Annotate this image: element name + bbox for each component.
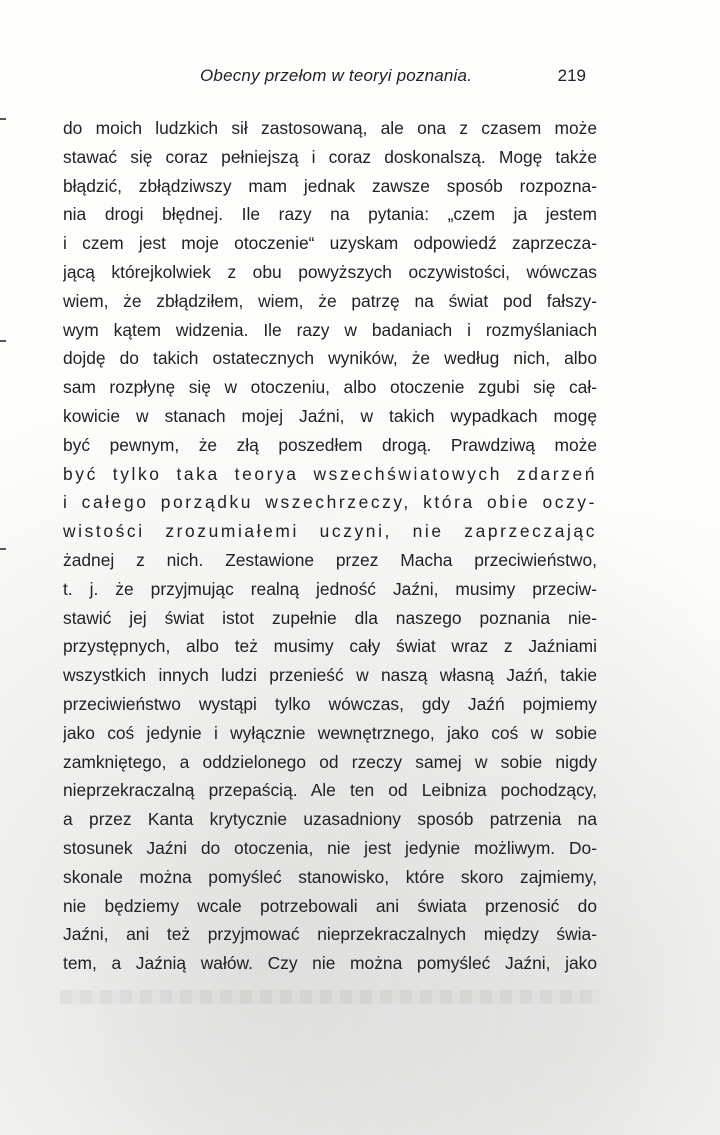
text-line: nia drogi błędnej. Ile razy na pytania: „czem ja jestem xyxy=(63,204,597,225)
text-line: kowicie w stanach mojej Jaźni, w takich wypadkach mogę xyxy=(63,405,597,426)
text-line: i czem jest moje otoczenie“ uzyskam odpowiedź zaprzecza- xyxy=(63,233,597,254)
text-line: t. j. że przyjmując realną jedność Jaźni, musimy przeciw- xyxy=(63,578,597,599)
text-line: Jaźni, ani też przyjmować nieprzekraczalnych między świa- xyxy=(63,924,597,945)
text-line: przeciwieństwo wystąpi tylko wówczas, gdy Jaźń pojmiemy xyxy=(63,693,597,714)
text-line: żadnej z nich. Zestawione przez Macha przeciwieństwo, xyxy=(63,549,597,570)
text-line: wym kątem widzenia. Ile razy w badaniach i rozmyślaniach xyxy=(63,319,597,340)
faint-show-through-line xyxy=(60,990,600,1004)
text-line: być tylko taka teorya wszechświatowych zdarzeń xyxy=(63,463,597,484)
text-line: błądzić, zbłądziwszy mam jednak zawsze sposób rozpozna- xyxy=(63,175,597,196)
text-line: a przez Kanta krytycznie uzasadniony sposób patrzenia na xyxy=(63,809,597,830)
page-edge-mark xyxy=(0,118,6,120)
text-line: wistości zrozumiałemi uczyni, nie zaprzeczając xyxy=(63,521,597,542)
text-line: być pewnym, że złą poszedłem drogą. Prawdziwą może xyxy=(63,434,597,455)
page-edge-mark xyxy=(0,340,6,342)
text-line: stawić jej świat istot zupełnie dla naszego poznania nie- xyxy=(63,607,597,628)
text-line: sam rozpłynę się w otoczeniu, albo otoczenie zgubi się cał- xyxy=(63,377,597,398)
text-line: wszystkich innych ludzi przenieść w naszą własną Jaźń, takie xyxy=(63,665,597,686)
text-line: stosunek Jaźni do otoczenia, nie jest jedynie możliwym. Do- xyxy=(63,837,597,858)
text-line: stawać się coraz pełniejszą i coraz doskonalszą. Mogę także xyxy=(63,146,597,167)
text-line: wiem, że zbłądziłem, wiem, że patrzę na świat pod fałszy- xyxy=(63,290,597,311)
text-line: jako coś jedynie i wyłącznie wewnętrznego, jako coś w sobie xyxy=(63,722,597,743)
text-line: tem, a Jaźnią wałów. Czy nie można pomyśleć Jaźni, jako xyxy=(63,953,597,974)
text-line: i całego porządku wszechrzeczy, która obie oczy- xyxy=(63,492,597,513)
text-line: skonale można pomyśleć stanowisko, które skoro zajmiemy, xyxy=(63,866,597,887)
body-text xyxy=(63,114,597,978)
text-line: zamkniętego, a oddzielonego od rzeczy samej w sobie nigdy xyxy=(63,751,597,772)
page-number: 219 xyxy=(557,66,586,85)
text-line: dojdę do takich ostatecznych wyników, że według nich, albo xyxy=(63,348,597,369)
text-line: przystępnych, albo też musimy cały świat wraz z Jaźniami xyxy=(63,636,597,657)
text-line: nieprzekraczalną przepaścią. Ale ten od Leibniza pochodzący, xyxy=(63,780,597,801)
text-line: do moich ludzkich sił zastosowaną, ale ona z czasem może xyxy=(63,118,597,138)
page-header xyxy=(200,66,585,90)
running-title: Obecny przełom w teoryi poznania. xyxy=(200,66,473,85)
page-edge-mark xyxy=(0,548,6,550)
text-line: jącą którejkolwiek z obu powyższych oczywistości, wówczas xyxy=(63,261,597,282)
text-line: nie będziemy wcale potrzebowali ani świata przenosić do xyxy=(63,895,597,916)
